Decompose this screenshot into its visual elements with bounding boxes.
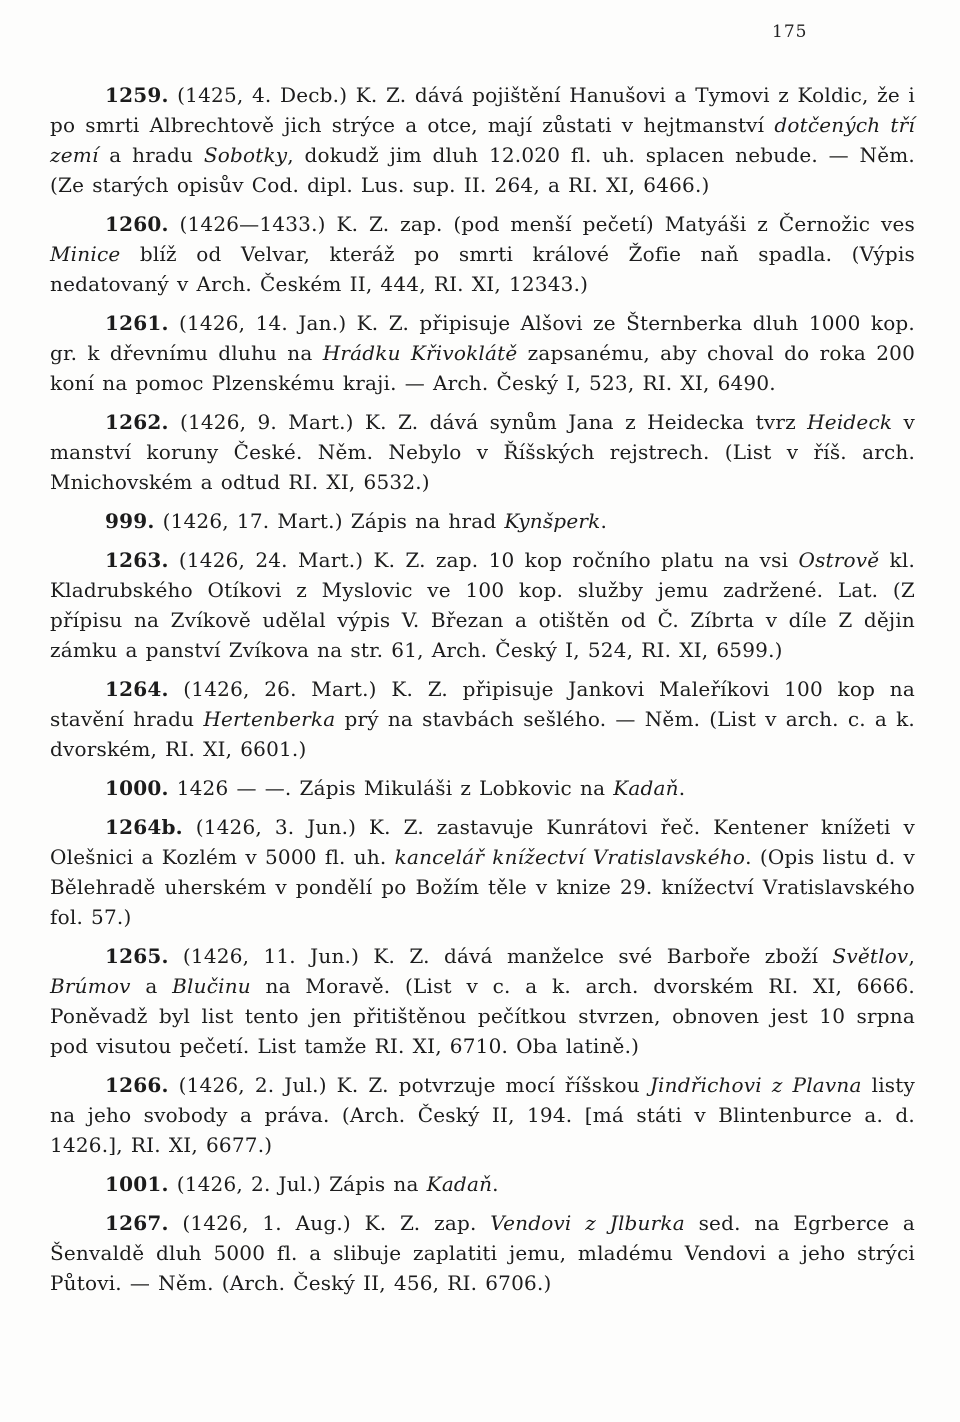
entry-number: 1264. bbox=[105, 677, 169, 701]
entry-text: Kadaň bbox=[613, 776, 679, 800]
entry-1260 bbox=[50, 209, 915, 299]
entry-number: 1265. bbox=[105, 944, 169, 968]
entry-number: 1266. bbox=[105, 1073, 169, 1097]
entry-text: a bbox=[130, 974, 173, 998]
entry-text: 1426 — —. Zápis Mikuláši z Lobkovic na bbox=[168, 776, 614, 800]
entry-text: (1426, 1. Aug.) K. Z. zap. bbox=[168, 1211, 491, 1235]
entry-text: (1426, 24. Mart.) K. Z. zap. 10 kop ročního platu na vsi bbox=[168, 548, 799, 572]
entry-1266 bbox=[50, 1070, 915, 1160]
entry-text: (1426, 2. Jul.) K. Z. potvrzuje mocí říšskou bbox=[168, 1073, 650, 1097]
entry-number: 1260. bbox=[105, 212, 169, 236]
page-number: 175 bbox=[772, 22, 808, 42]
entry-text: kancelář knížectví Vratislavského bbox=[394, 845, 746, 869]
entry-text: (1426, 26. Mart.) K. Z. připisuje Jankovi Maleříkovi 100 kop na stavění hradu bbox=[50, 677, 915, 731]
entry-1264b bbox=[50, 812, 915, 932]
entry-text: . bbox=[678, 776, 686, 800]
entry-text: . bbox=[492, 1172, 499, 1196]
entry-text: Brúmov bbox=[50, 974, 131, 998]
entry-1263 bbox=[50, 545, 915, 665]
entry-text: sed. na Egrberce a Šenvaldě dluh 5000 fl. a slibuje zaplatiti jemu, mladému Vendovi a jeho strýci Půtovi. — Něm. (Arch. Český II, 456, RI. 6706.) bbox=[50, 1211, 916, 1295]
entry-text: na Moravě. (List v c. a k. arch. dvorském RI. XI, 6666. Poněvadž byl list tento jen přitištěnou pečítkou stvrzen, obnoven jest 10 srpna pod visutou pečetí. List tamže RI. XI, 6710. Oba latině.) bbox=[50, 974, 915, 1058]
entry-text: Kynšperk bbox=[504, 509, 601, 533]
entry-text: Vendovi z Jlburka bbox=[490, 1211, 685, 1235]
entry-text: Hrádku Křivoklátě bbox=[322, 341, 518, 365]
entry-text: (1426, 9. Mart.) K. Z. dává synům Jana z Heidecka tvrz bbox=[168, 410, 808, 434]
entry-text: Hertenberka bbox=[203, 707, 336, 731]
entry-number: 999. bbox=[105, 509, 155, 533]
entry-text: zapsanému, aby choval do roka 200 koní na pomoc Plzenskému kraji. — Arch. Český I, 523, RI. XI, 6490. bbox=[50, 341, 916, 395]
entry-text: a hradu bbox=[98, 143, 204, 167]
entry-number: 1262. bbox=[105, 410, 169, 434]
entry-text: prý na stavbách sešlého. — Něm. (List v arch. c. a k. dvorském, RI. XI, 6601.) bbox=[50, 707, 915, 761]
entry-text: (1426—1433.) K. Z. zap. (pod menší pečetí) Matyáši z Černožic ves bbox=[168, 212, 915, 236]
entry-999 bbox=[50, 506, 915, 536]
entry-text: kl. Kladrubského Otíkovi z Myslovic ve 100 kop. služby jemu zadržené. Lat. (Z přípisu na Zvíkově udělal výpis V. Březan a otištěn od Č. Zíbrta v díle Z dějin zámku a panství Zvíkova na str. 61, Arch. Český I, 524, RI. XI, 6599.) bbox=[50, 548, 915, 662]
entry-text: Kadaň bbox=[426, 1172, 493, 1196]
entry-number: 1000. bbox=[105, 776, 169, 800]
entry-text: (1426, 2. Jul.) Zápis na bbox=[168, 1172, 427, 1196]
entry-text: v manství koruny České. Něm. Nebylo v Říšských rejstrech. (List v říš. arch. Mnichovském a odtud RI. XI, 6532.) bbox=[50, 410, 915, 494]
entry-text: blíž od Velvar, kteráž po smrti králové Žofie naň spadla. (Výpis nedatovaný v Arch. Českém II, 444, RI. XI, 12343.) bbox=[50, 242, 915, 296]
entry-text: . bbox=[600, 509, 607, 533]
entry-text: (1426, 11. Jun.) K. Z. dává manželce své Barboře zboží bbox=[168, 944, 833, 968]
entry-text: Blučinu bbox=[172, 974, 251, 998]
entry-text: , dokudž jim dluh 12.020 fl. uh. splacen nebude. — Něm. (Ze starých opisův Cod. dipl. Lus. sup. II. 264, a RI. XI, 6466.) bbox=[50, 143, 915, 197]
entry-text: . (Opis listu d. v Bělehradě uherském v pondělí po Božím těle v knize 29. knížectví Vratislavského fol. 57.) bbox=[50, 845, 915, 929]
entry-number: 1264b. bbox=[105, 815, 183, 839]
entry-text: (1426, 3. Jun.) K. Z. zastavuje Kunrátovi řeč. Kentener knížeti v Olešnici a Kozlém v 5000 fl. uh. bbox=[50, 815, 915, 869]
entry-1262 bbox=[50, 407, 915, 497]
entry-text: (1426, 17. Mart.) Zápis na hrad bbox=[154, 509, 505, 533]
entry-text: (1425, 4. Decb.) K. Z. dává pojištění Hanušovi a Tymovi z Koldic, že i po smrti Albrechtově jich strýce a otce, mají zůstati v hejtmanství bbox=[50, 83, 915, 137]
entries bbox=[50, 80, 915, 1298]
entry-1261 bbox=[50, 308, 915, 398]
entry-text: listy na jeho svobody a práva. (Arch. Český II, 194. [má státi v Blintenburce a. d. 1426.], RI. XI, 6677.) bbox=[50, 1073, 915, 1157]
entry-text: dotčených tří zemí bbox=[50, 113, 915, 167]
entry-1001 bbox=[50, 1169, 915, 1199]
entry-text: Sobotky bbox=[203, 143, 288, 167]
entry-text: Jindřichovi z Plavna bbox=[649, 1073, 862, 1097]
entry-number: 1267. bbox=[105, 1211, 169, 1235]
entry-number: 1001. bbox=[105, 1172, 169, 1196]
entry-text: Ostrově bbox=[798, 548, 880, 572]
entry-1259 bbox=[50, 80, 915, 200]
entry-number: 1263. bbox=[105, 548, 169, 572]
entry-text: , bbox=[908, 944, 915, 968]
entry-text: Minice bbox=[50, 242, 121, 266]
entry-1267 bbox=[50, 1208, 915, 1298]
entry-number: 1261. bbox=[105, 311, 169, 335]
entry-1000 bbox=[50, 773, 915, 803]
entry-text: Heideck bbox=[807, 410, 893, 434]
entry-text: (1426, 14. Jan.) K. Z. připisuje Alšovi ze Šternberka dluh 1000 kop. gr. k dřevnímu dluhu na bbox=[50, 311, 915, 365]
entry-1264 bbox=[50, 674, 915, 764]
entry-text: Světlov bbox=[832, 944, 909, 968]
entry-1265 bbox=[50, 941, 915, 1061]
entry-number: 1259. bbox=[105, 83, 169, 107]
